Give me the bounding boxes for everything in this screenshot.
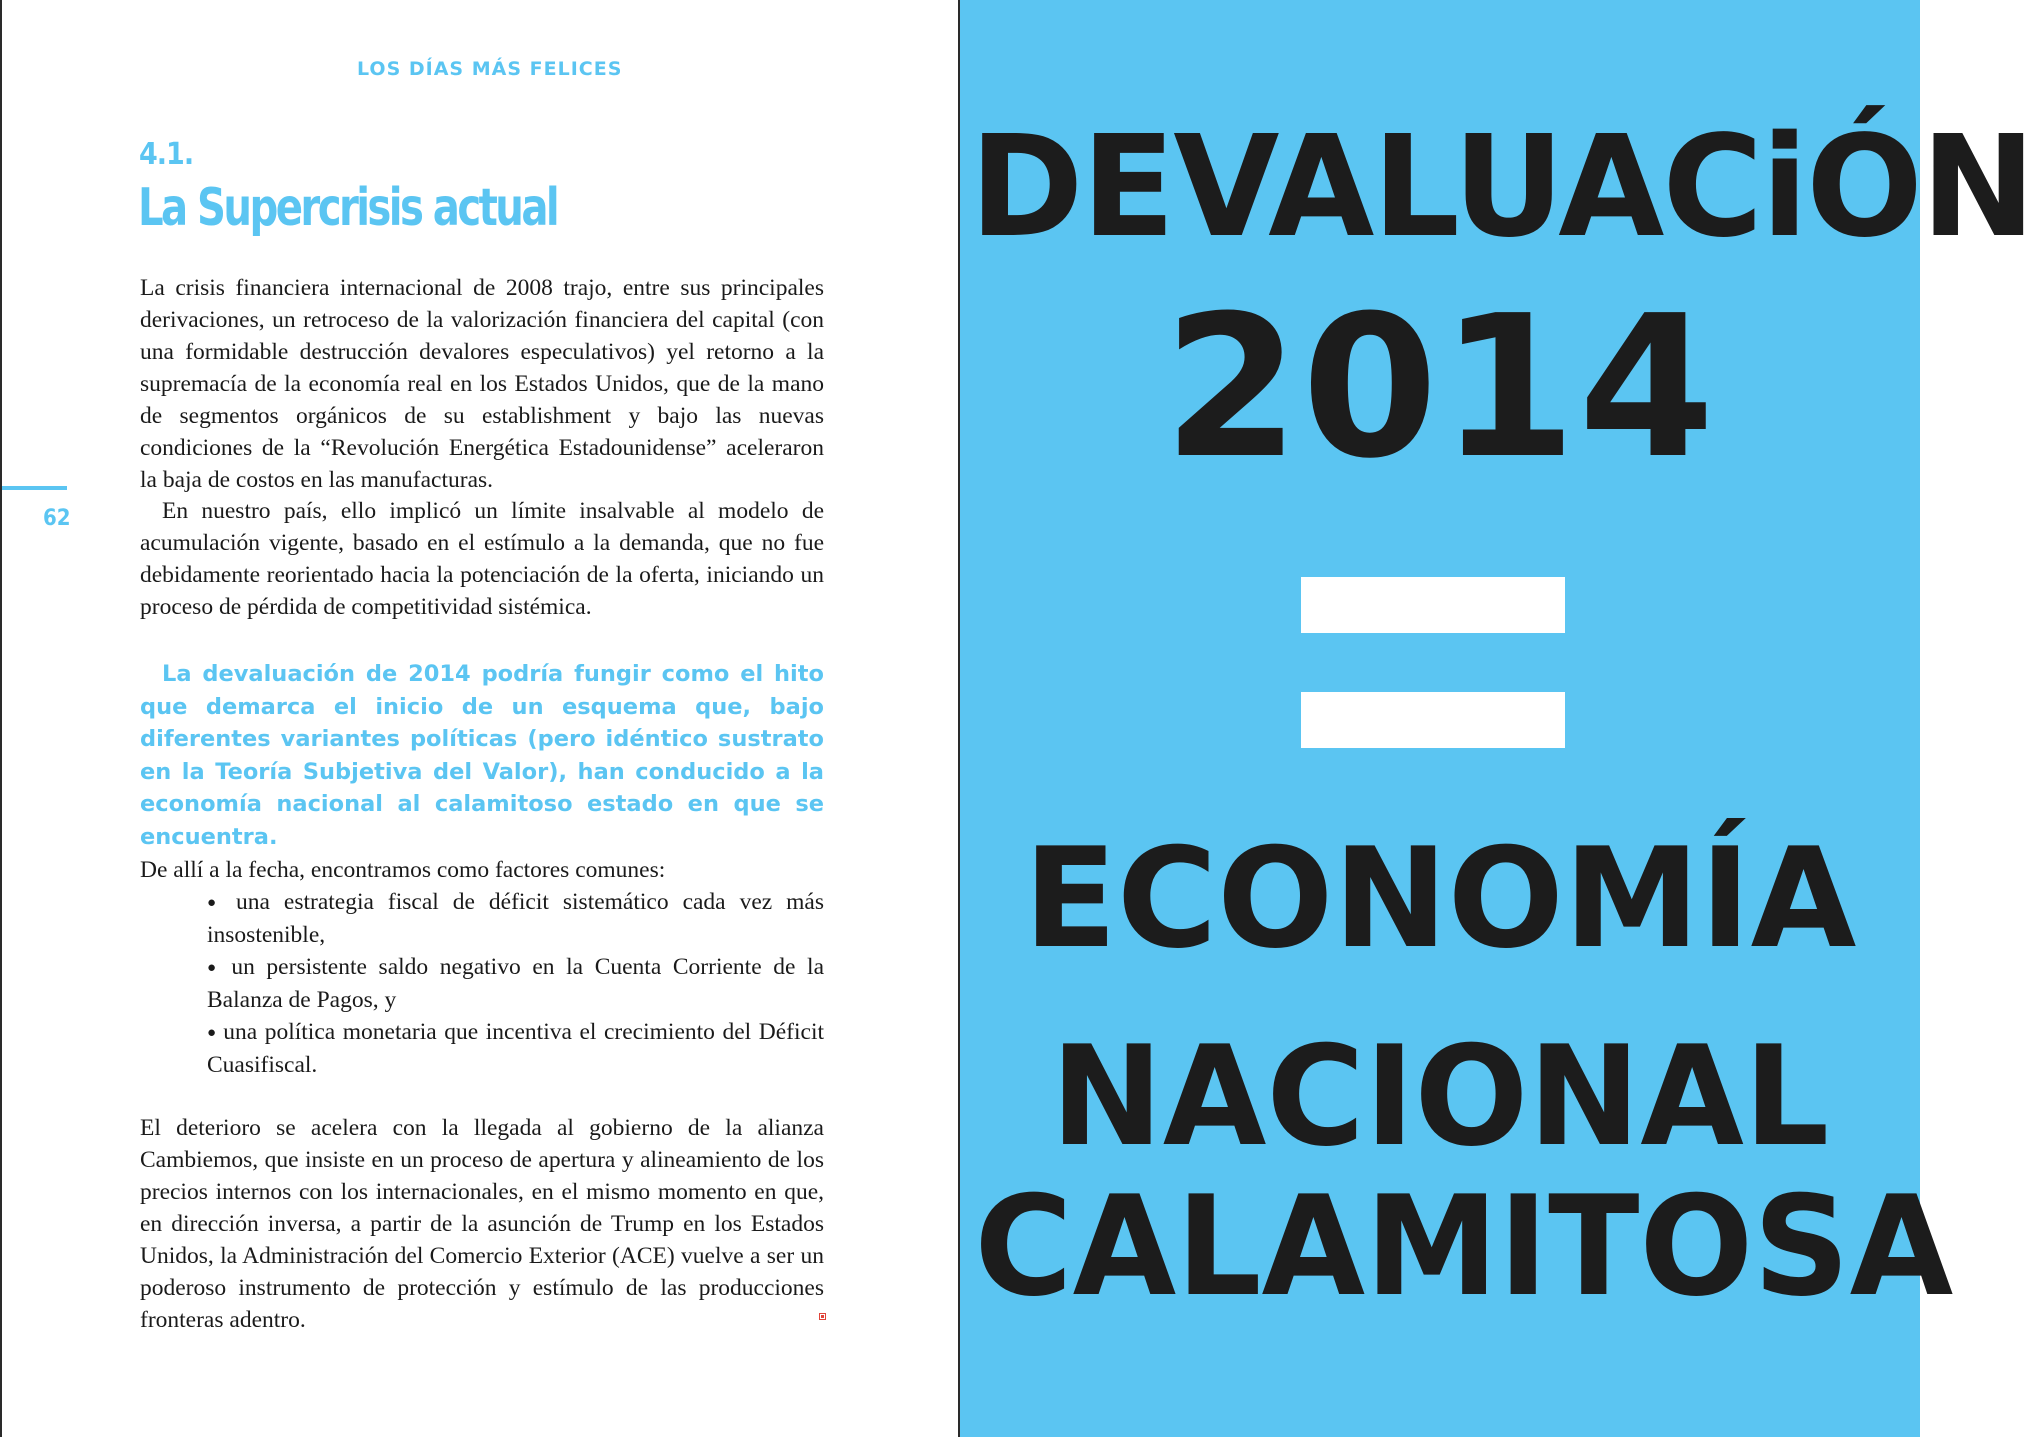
headline-economia: ECONOMÍA bbox=[1023, 818, 1857, 979]
paragraph-3: De allí a la fecha, encontramos como factores comunes: bbox=[140, 857, 666, 883]
pullquote: La devaluación de 2014 podría fungir como el hito que demarca el inicio de un esquema que, bajo diferentes variantes políticas (pero idéntico sustrato en la Teoría Subjetiva del Valor), han conducido a la economía nacional al calamitoso estado en que se encuentra. bbox=[140, 661, 824, 850]
page-number: 62 bbox=[43, 506, 71, 531]
equals-sign-top-bar bbox=[1301, 577, 1565, 633]
headline-devaluacion: DEVALUACiÓN bbox=[969, 106, 2034, 269]
bullet-item: ● una política monetaria que incentiva el crecimiento del Déficit Cuasifiscal. bbox=[207, 1016, 824, 1081]
paragraph-4: El deterioro se acelera con la llegada al gobierno de la alianza Cambiemos, que insiste en un proceso de apertura y alineamiento de los precios internos con los internacionales, en el mismo momento en que, en dirección inversa, a partir de la asunción de Trump en los Estados Unidos, la Administración del Comercio Exterior (ACE) vuelve a ser un poderoso instrumento de protección y estímulo de las producciones fronteras adentro. bbox=[140, 1115, 824, 1333]
left-page bbox=[0, 0, 960, 1437]
section-title: La Supercrisis actual bbox=[138, 178, 558, 238]
running-head: LOS DÍAS MÁS FELICES bbox=[357, 58, 623, 80]
headline-year: 2014 bbox=[1163, 274, 1717, 502]
equals-sign-bottom-bar bbox=[1301, 692, 1565, 748]
bullet-item: ● una estrategia fiscal de déficit sistemático cada vez más insostenible, bbox=[207, 886, 824, 951]
end-of-article-icon bbox=[819, 1313, 826, 1320]
headline-nacional: NACIONAL bbox=[1050, 1016, 1830, 1177]
page-marker-line bbox=[2, 486, 67, 490]
section-number: 4.1. bbox=[139, 137, 194, 172]
paragraph-2: En nuestro país, ello implicó un límite insalvable al modelo de acumulación vigente, basado en el estímulo a la demanda, que no fue debidamente reorientado hacia la potenciación de la oferta, iniciando un proceso de pérdida de competitividad sistémica. bbox=[140, 498, 824, 620]
paragraph-1: La crisis financiera internacional de 2008 trajo, entre sus principales derivaciones, un retroceso de la valorización financiera del capital (con una formidable destrucción devalores especulativos) yel retorno a la supremacía de la economía real en los Estados Unidos, que de la mano de segmentos orgánicos de su establishment y bajo las nuevas condiciones de la “Revolución Energética Estadounidense” aceleraron la baja de costos en las manufacturas. bbox=[140, 275, 824, 493]
headline-calamitosa: CALAMITOSA bbox=[974, 1166, 1954, 1327]
bullet-item: ● un persistente saldo negativo en la Cuenta Corriente de la Balanza de Pagos, y bbox=[207, 951, 824, 1016]
bullet-list bbox=[207, 886, 824, 1081]
